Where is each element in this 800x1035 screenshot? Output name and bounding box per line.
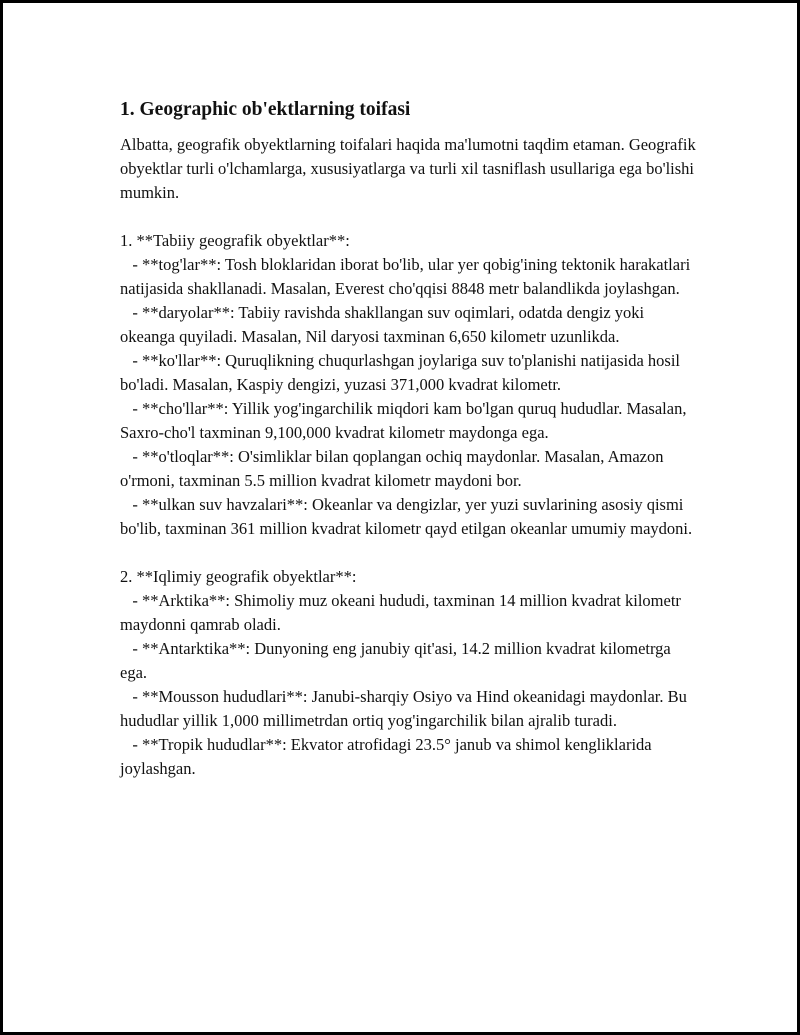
- section-climatic-objects: [120, 565, 700, 781]
- list-item: - **tog'lar**: Tosh bloklaridan iborat bo'lib, ular yer qobig'ining tektonik harakatlari natijasida shakllanadi. Masalan, Everest cho'qqisi 8848 metr balandlikda joylashgan.: [120, 255, 695, 298]
- section-heading: 2. **Iqlimiy geografik obyektlar**:: [120, 567, 357, 586]
- list-item: - **ulkan suv havzalari**: Okeanlar va dengizlar, yer yuzi suvlarining asosiy qismi bo'lib, taxminan 361 million kvadrat kilometr qayd etilgan okeanlar umumiy maydoni.: [120, 495, 693, 538]
- list-item: - **Mousson hududlari**: Janubi-sharqiy Osiyo va Hind okeanidagi maydonlar. Bu hududlar yillik 1,000 millimetrdan ortiq yog'ingarchilik bilan ajralib turadi.: [120, 687, 692, 730]
- list-item: - **Tropik hududlar**: Ekvator atrofidagi 23.5° janub va shimol kengliklarida joylashgan.: [120, 735, 656, 778]
- section-natural-objects: [120, 229, 700, 541]
- document-title: 1. Geographic ob'ektlarning toifasi: [120, 99, 411, 120]
- list-item: - **cho'llar**: Yillik yog'ingarchilik miqdori kam bo'lgan quruq hududlar. Masalan, Saxro-cho'l taxminan 9,100,000 kvadrat kilometr maydonga ega.: [120, 399, 691, 442]
- list-item: - **daryolar**: Tabiiy ravishda shakllangan suv oqimlari, odatda dengiz yoki okeanga quyiladi. Masalan, Nil daryosi taxminan 6,650 kilometr uzunlikda.: [120, 303, 649, 346]
- list-item: - **o'tloqlar**: O'simliklar bilan qoplangan ochiq maydonlar. Masalan, Amazon o'rmoni, taxminan 5.5 million kvadrat kilometr maydoni bor.: [120, 447, 668, 490]
- list-item: - **Antarktika**: Dunyoning eng janubiy qit'asi, 14.2 million kvadrat kilometrga ega.: [120, 639, 675, 682]
- list-item: - **Arktika**: Shimoliy muz okeani hududi, taxminan 14 million kvadrat kilometr maydonni qamrab oladi.: [120, 591, 686, 634]
- document-body: [120, 97, 700, 781]
- section-heading: 1. **Tabiiy geografik obyektlar**:: [120, 231, 350, 250]
- list-item: - **ko'llar**: Quruqlikning chuqurlashgan joylariga suv to'planishi natijasida hosil bo'ladi. Masalan, Kaspiy dengizi, yuzasi 371,000 kvadrat kilometr.: [120, 351, 685, 394]
- intro-paragraph: Albatta, geografik obyektlarning toifalari haqida ma'lumotni taqdim etaman. Geografik obyektlar turli o'lchamlarga, xususiyatlarga va turli xil tasniflash usullariga ega bo'lishi mumkin.: [120, 135, 700, 202]
